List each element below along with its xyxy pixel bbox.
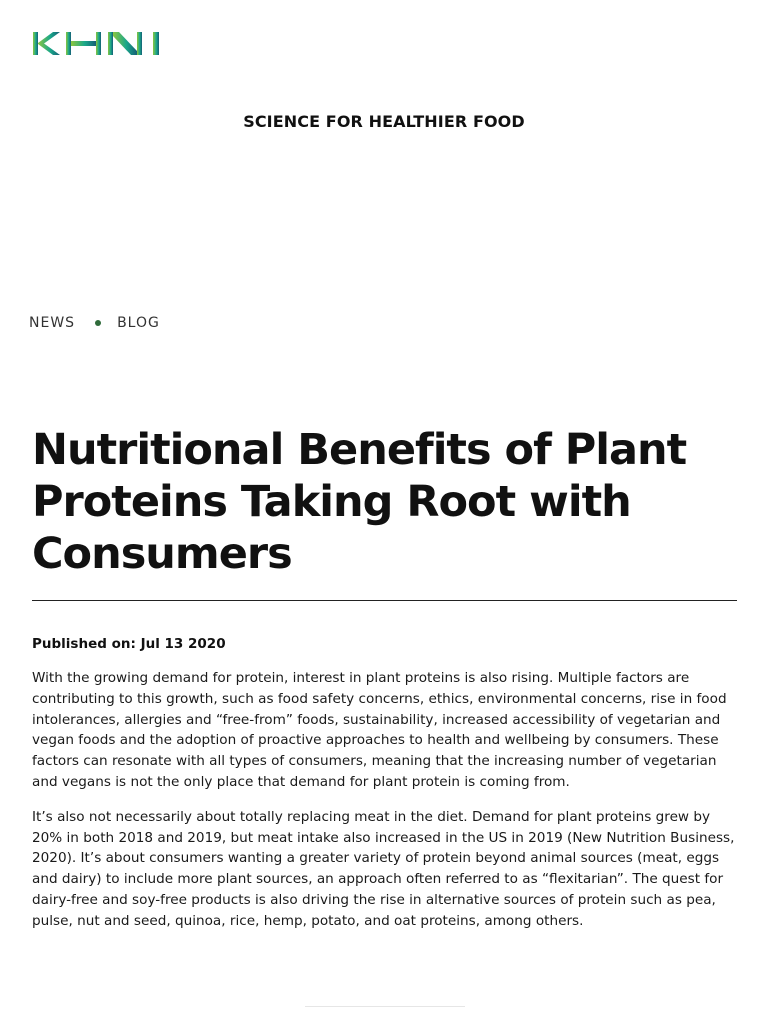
article-paragraph: It’s also not necessarily about totally replacing meat in the diet. Demand for plant proteins grew by 20% in both 2018 and 2019, but meat intake also increased in the US in 2019 (New Nutrition Business, 2020). It’s about consumers wanting a greater variety of protein beyond animal sources (meat, eggs and dairy) to include more plant sources, an approach often referred to as “flexitarian”. The quest for dairy-free and soy-free products is also driving the rise in alternative sources of protein such as pea, pulse, nut and seed, quinoa, rice, hemp, potato, and oat proteins, among others. [32,808,735,929]
khni-logo[interactable] [33,30,169,58]
logo-mark-icon [33,30,169,58]
breadcrumb-news[interactable]: NEWS [29,315,76,331]
published-date: Published on: Jul 13 2020 [32,636,226,652]
breadcrumb [29,315,160,331]
title-divider [32,600,737,601]
article-body [32,668,738,946]
bottom-divider [305,1006,465,1007]
breadcrumb-blog[interactable]: BLOG [117,315,160,331]
site-tagline: SCIENCE FOR HEALTHIER FOOD [243,112,525,131]
article-paragraph: With the growing demand for protein, interest in plant proteins is also rising. Multiple factors are contributing to this growth, such as food safety concerns, ethics, environmental concerns, rise in food intolerances, allergies and “free-from” foods, sustainability, increased accessibility of vegetarian and vegan foods and the adoption of proactive approaches to health and wellbeing by consumers. These factors can resonate with all types of consumers, meaning that the increasing number of vegetarian and vegans is not the only place that demand for plant protein is coming from. [32,670,727,790]
breadcrumb-separator-dot [95,320,101,326]
article-title: Nutritional Benefits of Plant Proteins Taking Root with Consumers [32,425,687,579]
